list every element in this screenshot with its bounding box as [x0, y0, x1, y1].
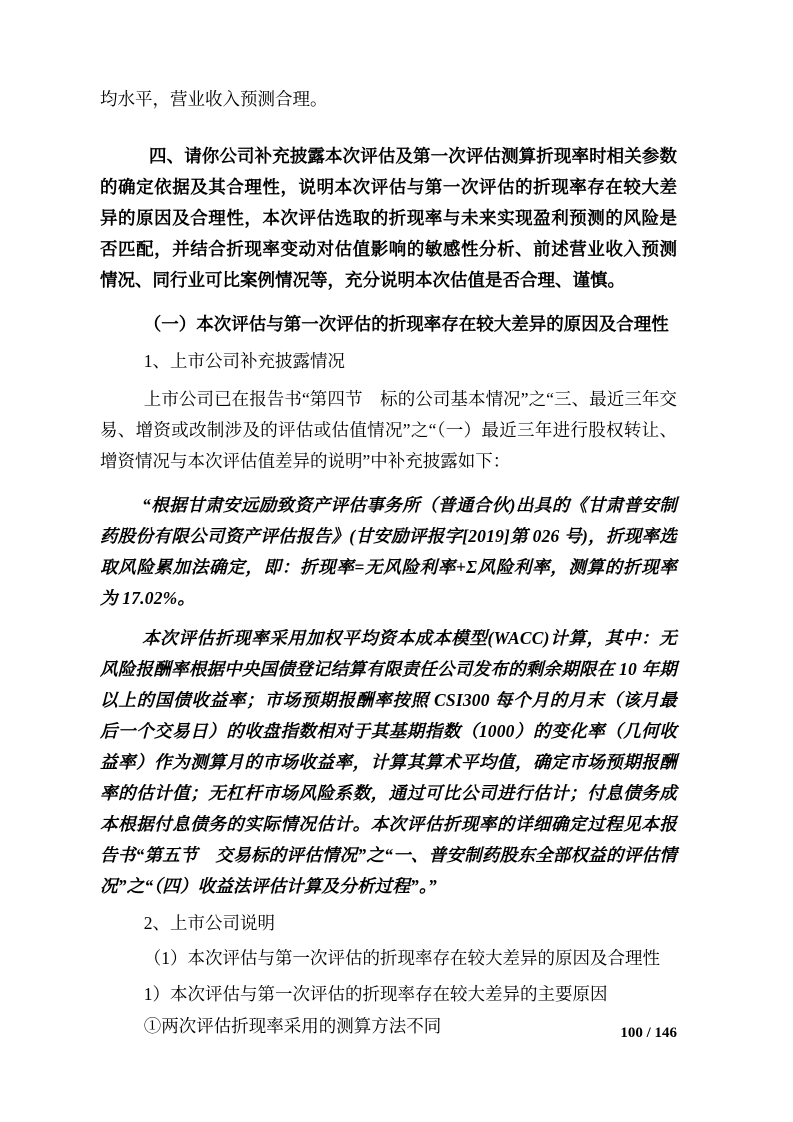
quoted-disclosure-paragraph-2: 本次评估折现率采用加权平均资本成本模型(WACC)计算，其中：无风险报酬率根据中央国债登记结算有限责任公司发布的剩余期限在 10 年期以上的国债收益率；市场预期报酬率按照 CSI300 每个月的月末（该月最后一个交易日）的收盘指数相对于其基期指数（1000）的变化率（几何收益率）作为测算月的市场收益率，计算其算术平均值，确定市场预期报酬率的估计值；无杠杆市场风险系数，通过可比公司进行估计；付息债务成本根据付息债务的实际情况估计。本次评估折现率的详细确定过程见本报告书“第五节 交易标的评估情况”之“一、普安制药股东全部权益的评估情况”之“（四）收益法评估计算及分析过程”。”	[100, 628, 677, 896]
point-1-sub-title: 1）本次评估与第一次评估的折现率存在较大差异的主要原因	[143, 984, 608, 1004]
disclosure-intro-paragraph: 上市公司已在报告书“第四节 标的公司基本情况”之“三、最近三年交易、增资或改制涉及的评估或估值情况”之“（一）最近三年进行股权转让、增资情况与本次评估值差异的说明”中补充披露如下：	[100, 389, 677, 471]
subsection-1-supplementary-disclosure-title: 1、上市公司补充披露情况	[143, 351, 345, 371]
page-number: 100 / 146	[620, 1025, 677, 1041]
section-heading-reason-rationality: （一）本次评估与第一次评估的折现率存在较大差异的原因及合理性	[143, 314, 669, 334]
document-body	[100, 84, 677, 1042]
quoted-disclosure-paragraph-1: “根据甘肃安远励致资产评估事务所（普通合伙)出具的《甘肃普安制药股份有限公司资产评估报告》(甘安励评报字[2019]第 026 号)，折现率选取风险累加法确定，即：折现率=无风险利率+Σ风险利率，测算的折现率为 17.02%。	[100, 495, 677, 608]
point-1-title: （1）本次评估与第一次评估的折现率存在较大差异的原因及合理性	[143, 948, 660, 968]
paragraph-continuation: 均水平，营业收入预测合理。	[100, 89, 328, 109]
point-1-item-1-text: ①两次评估折现率采用的测算方法不同	[143, 1016, 442, 1036]
inquiry-question-4-paragraph: 四、请你公司补充披露本次评估及第一次评估测算折现率时相关参数的确定依据及其合理性，说明本次评估与第一次评估的折现率存在较大差异的原因及合理性，本次评估选取的折现率与未来实现盈利预测的风险是否匹配，并结合折现率变动对估值影响的敏感性分析、前述营业收入预测情况、同行业可比案例情况等，充分说明本次估值是否合理、谨慎。	[100, 146, 677, 290]
subsection-2-company-statement-title: 2、上市公司说明	[143, 913, 275, 933]
